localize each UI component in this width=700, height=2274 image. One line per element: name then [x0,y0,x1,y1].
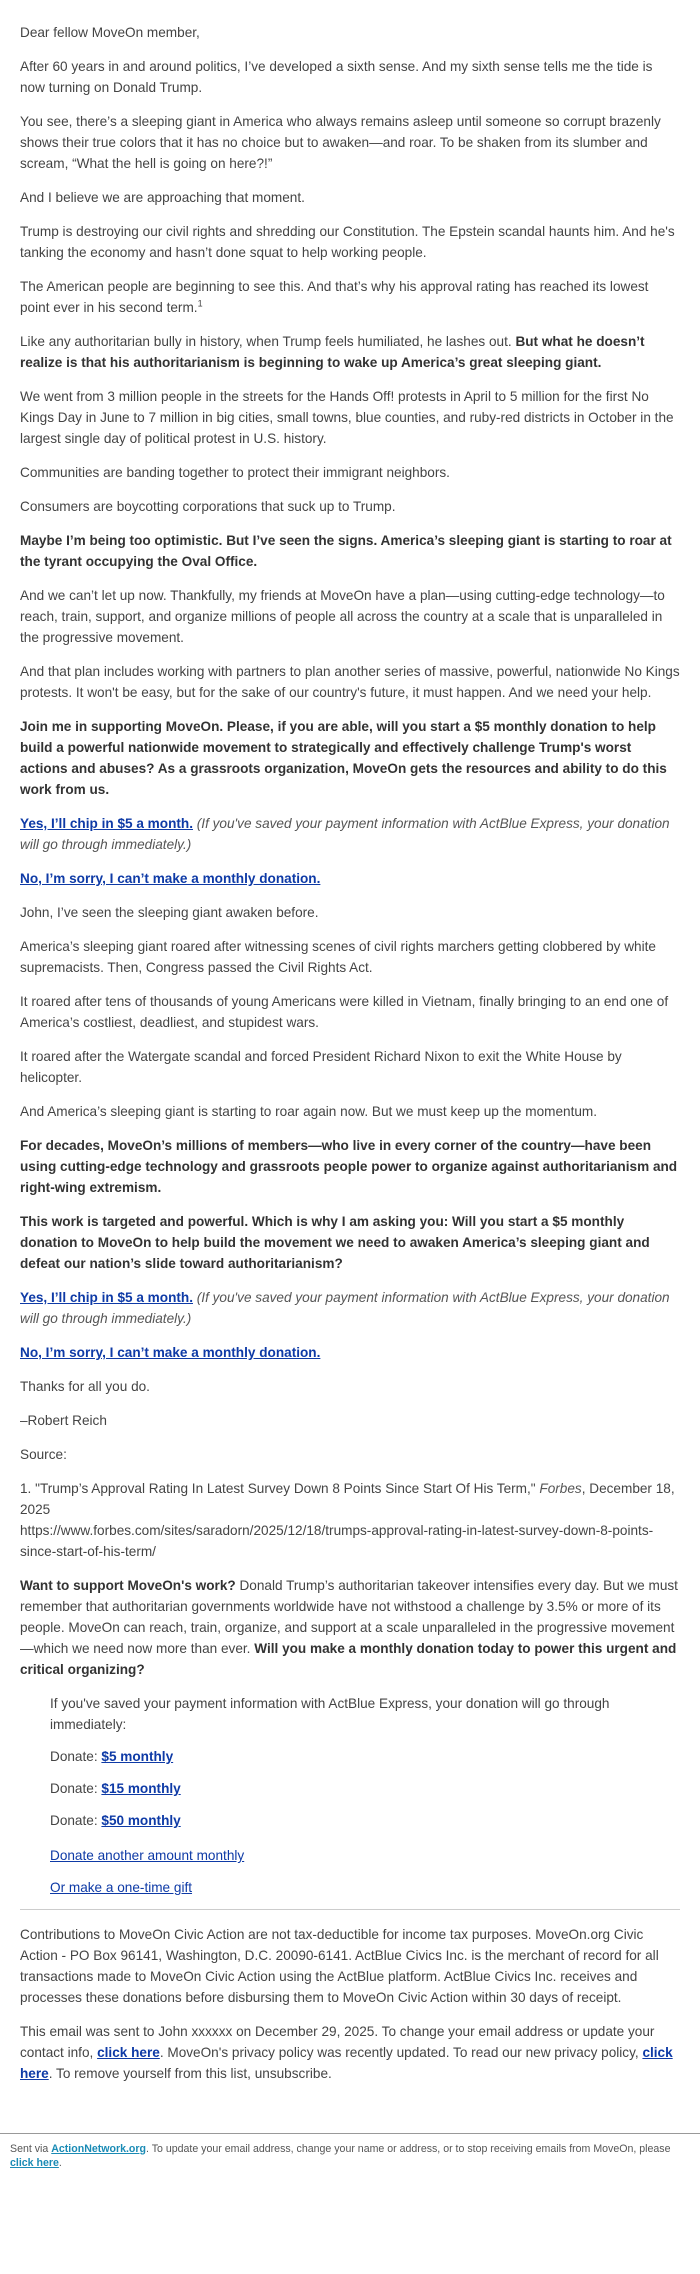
donate-no-row [20,868,680,889]
emphasis-text: For decades, MoveOn’s millions of members—who live in every corner of the country—have been using cutting-edge technology and grassroots people power to organize against authoritarianism and right-wing extremism. [20,1138,678,1195]
source-label: Source: [20,1447,67,1462]
greeting: Dear fellow MoveOn member, [20,25,200,40]
citation-url: https://www.forbes.com/sites/saradorn/2025/12/18/trumps-approval-rating-in-latest-survey-down-8-points-since-start-of-his-term/ [20,1523,654,1559]
paragraph: It roared after tens of thousands of young Americans were killed in Vietnam, finally bringing to an end one of America’s costliest, deadliest, and stupidest wars. [20,994,669,1030]
emphasis-text: But what he doesn’t realize is that his authoritarianism is beginning to wake up America’s great sleeping giant. [20,334,645,370]
donate-yes-row [20,1287,680,1329]
sent-to-notice [20,2021,680,2084]
legal-disclaimer: Contributions to MoveOn Civic Action are not tax-deductible for income tax purposes. MoveOn.org Civic Action - PO Box 96141, Washington, D.C. 20090-6141. ActBlue Civics Inc. is the merchant of record for all transactions made to MoveOn Civic Action using the ActBlue platform. ActBlue Civics Inc. receives and processes these donations before disbursing them to MoveOn Civic Action within 30 days of receipt. [20,1927,659,2005]
footer-text: . To update your email address, change your name or address, or to stop receiving emails from MoveOn, please [146,2143,671,2155]
donate-prefix: Donate: [50,1749,102,1764]
donate-5-monthly-link[interactable]: $5 monthly [101,1749,174,1764]
paragraph-bold [20,716,680,800]
donate-50-monthly-link[interactable]: $50 monthly [101,1813,181,1828]
paragraph: And we can’t let up now. Thankfully, my friends at MoveOn have a plan—using cutting-edge technology—to reach, train, support, and organize millions of people all across the country at a scale that is unparalleled in the progressive movement. [20,588,665,645]
notice-text: This email was sent to John xxxxxx on December 29, 2025. To change your email address or update your contact info, [20,2024,655,2060]
donate-option [50,1810,680,1831]
paragraph: And that plan includes working with partners to plan another series of massive, powerful, nationwide No Kings protests. It won't be easy, but for the sake of our country's future, it must happen. And we need your help. [20,664,680,700]
donate-note: (If you've saved your payment information with ActBlue Express, your donation will go through immediately.) [20,1290,670,1326]
paragraph-text: Like any authoritarian bully in history, when Trump feels humiliated, he lashes out. [20,334,516,349]
paragraph: America’s sleeping giant roared after witnessing scenes of civil rights marchers getting clobbered by white supremacists. Then, Congress passed the Civil Rights Act. [20,939,656,975]
donate-option [50,1778,680,1799]
footnote-marker: 1 [197,298,203,309]
donate-one-time-link[interactable]: Or make a one-time gift [50,1880,193,1895]
paragraph: You see, there’s a sleeping giant in America who always remains asleep until someone so corrupt brazenly shows their true colors that it has no choice but to awaken—and roar. To be shaken from its slumber and scream, “What the hell is going on here?!” [20,114,661,171]
footer-click-here-link[interactable]: click here [10,2157,59,2169]
donate-prefix: Donate: [50,1813,102,1828]
donate-15-monthly-link[interactable]: $15 monthly [101,1781,181,1796]
support-paragraph [20,1575,680,1680]
donate-note: (If you've saved your payment information with ActBlue Express, your donation will go through immediately.) [20,816,670,852]
paragraph: We went from 3 million people in the streets for the Hands Off! protests in April to 5 million for the first No Kings Day in June to 7 million in big cities, small towns, blue counties, and ruby-red districts in October in the largest single day of political protest in U.S. history. [20,389,674,446]
divider [20,1909,680,1910]
emphasis-text: Maybe I’m being too optimistic. But I’ve seen the signs. America’s sleeping giant is starting to roar at the tyrant occupying the Oval Office. [20,533,672,569]
notice-text: . MoveOn's privacy policy was recently updated. To read our new privacy policy, [159,2045,643,2060]
paragraph [20,276,680,318]
emphasis-text: Want to support MoveOn's work? [20,1578,236,1593]
citation-date: , December 18, 2025 [20,1481,675,1517]
donate-other-amount-link[interactable]: Donate another amount monthly [50,1848,245,1863]
privacy-policy-link[interactable]: click here [20,2045,673,2081]
notice-text: . To remove yourself from this list, unsubscribe. [48,2066,332,2081]
emphasis-text: This work is targeted and powerful. Which is why I am asking you: Will you start a $5 monthly donation to MoveOn to help build the movement we need to awaken America’s sleeping giant and defeat our nation’s slide toward authoritarianism? [20,1214,650,1271]
citation-publication: Forbes [539,1481,582,1496]
action-network-link[interactable]: ActionNetwork.org [51,2143,146,2155]
paragraph: And I believe we are approaching that moment. [20,190,305,205]
donate-yes-row [20,813,680,855]
donate-yes-link[interactable]: Yes, I’ll chip in $5 a month. [20,1290,193,1305]
donate-no-row [20,1342,680,1363]
paragraph [20,331,680,373]
paragraph: Trump is destroying our civil rights and shredding our Constitution. The Epstein scandal haunts him. And he's tanking the economy and hasn’t done squat to help working people. [20,224,675,260]
donate-options [50,1746,680,1831]
paragraph-text: The American people are beginning to see this. And that’s why his approval rating has reached its lowest point ever in his second term. [20,279,649,315]
paragraph: Consumers are boycotting corporations that suck up to Trump. [20,499,396,514]
donate-intro: If you've saved your payment information with ActBlue Express, your donation will go through immediately: [50,1696,610,1732]
paragraph: Communities are banding together to protect their immigrant neighbors. [20,465,450,480]
update-contact-link[interactable]: click here [97,2045,160,2060]
emphasis-text: Will you make a monthly donation today to power this urgent and critical organizing? [20,1641,677,1677]
source-citation [20,1478,680,1562]
donate-no-link[interactable]: No, I’m sorry, I can’t make a monthly donation. [20,871,321,886]
donate-block [20,1693,680,1898]
donate-option [50,1746,680,1767]
sign-off: Thanks for all you do. [20,1379,150,1394]
paragraph: And America’s sleeping giant is starting to roar again now. But we must keep up the momentum. [20,1104,598,1119]
footer-text: Sent via [10,2143,52,2155]
paragraph: After 60 years in and around politics, I’ve developed a sixth sense. And my sixth sense tells me the tide is now turning on Donald Trump. [20,59,653,95]
emphasis-text: Join me in supporting MoveOn. Please, if you are able, will you start a $5 monthly donation to help build a powerful nationwide movement to strategically and effectively challenge Trump's worst actions and abuses? As a grassroots organization, MoveOn gets the resources and ability to do this work from us. [20,719,667,797]
paragraph-bold [20,530,680,572]
signature: –Robert Reich [20,1413,107,1428]
donate-one-time-row [50,1877,680,1898]
action-network-footer [0,2133,700,2174]
paragraph-bold [20,1135,680,1198]
citation-title: 1. "Trump’s Approval Rating In Latest Survey Down 8 Points Since Start Of His Term," [20,1481,540,1496]
donate-other-row [50,1845,680,1866]
paragraph: It roared after the Watergate scandal and forced President Richard Nixon to exit the White House by helicopter. [20,1049,622,1085]
footer-text: . [58,2157,62,2169]
paragraph: John, I’ve seen the sleeping giant awaken before. [20,905,319,920]
paragraph-text: Donald Trump’s authoritarian takeover intensifies every day. But we must remember that authoritarian governments worldwide have not withstood a challenge by 3.5% or more of its people. MoveOn can reach, train, organize, and support at a scale unparalleled in the progressive movement—which we need now more than ever. [20,1578,678,1656]
paragraph-bold [20,1211,680,1274]
donate-prefix: Donate: [50,1781,102,1796]
donate-no-link[interactable]: No, I’m sorry, I can’t make a monthly donation. [20,1345,321,1360]
donate-yes-link[interactable]: Yes, I’ll chip in $5 a month. [20,816,193,831]
